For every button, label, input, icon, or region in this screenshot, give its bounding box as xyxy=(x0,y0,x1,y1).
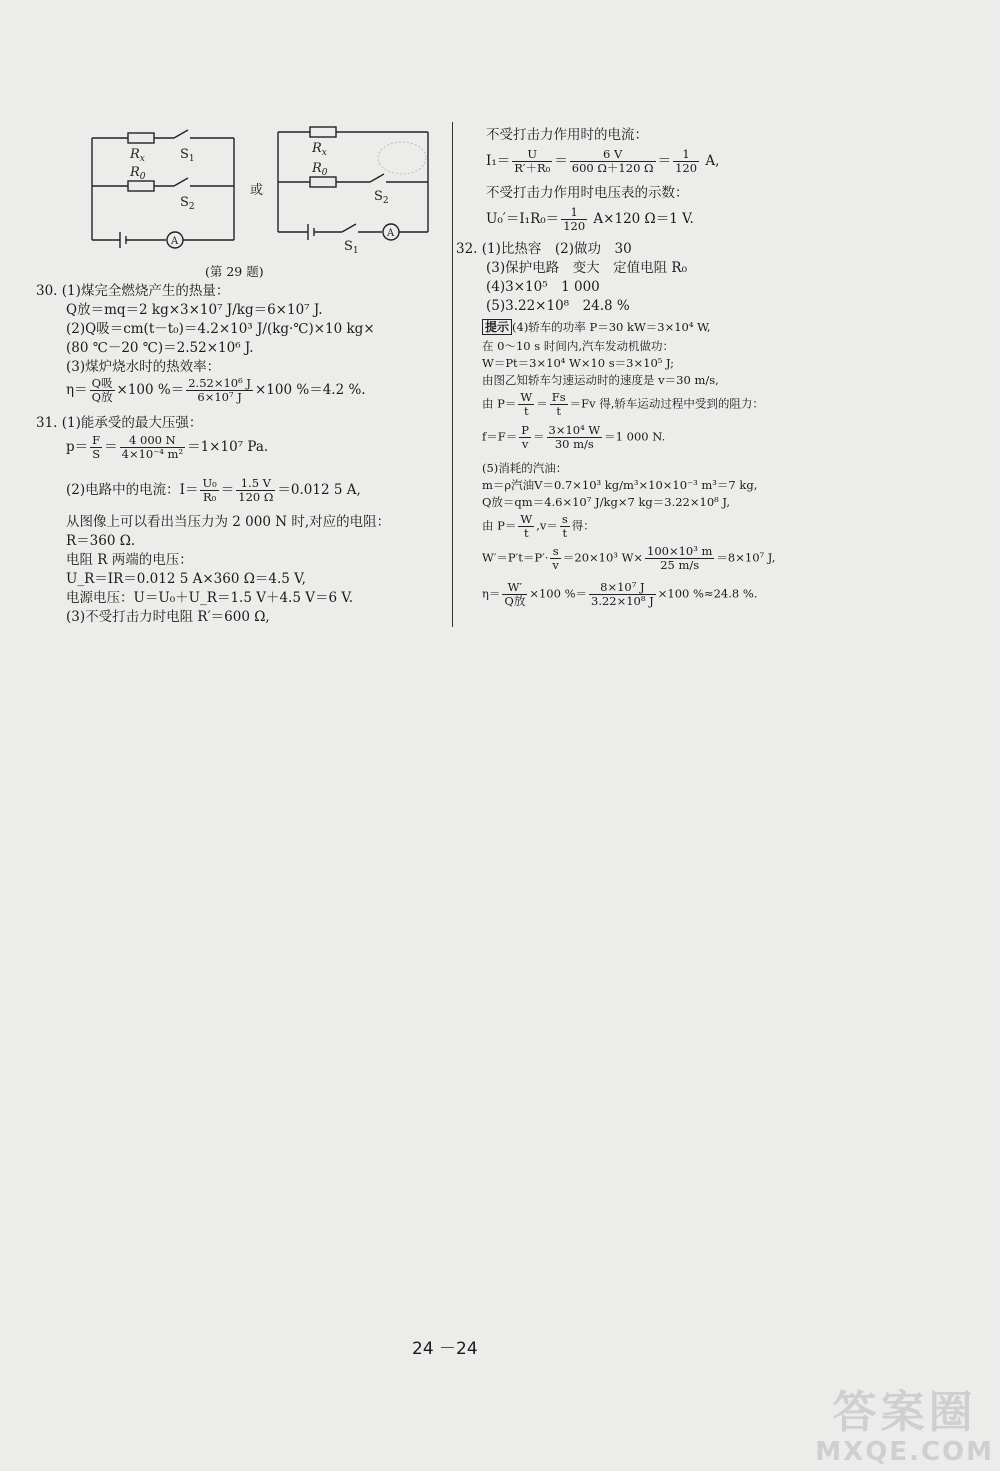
q32-part1: 32. (1)比热容 (2)做功 30 xyxy=(456,241,632,257)
q31-line13: U_R＝IR＝0.012 5 A×360 Ω＝4.5 V, xyxy=(66,571,306,587)
ammeter-icon-2: A xyxy=(387,228,395,239)
q31-part3: (3)不受打击力时电阻 R′＝600 Ω, xyxy=(66,609,270,625)
switch-s2-label: $S_2$ xyxy=(180,195,195,212)
hint-line9: Q放＝qm＝4.6×10⁷ J/kg×7 kg＝3.22×10⁸ J, xyxy=(482,495,731,509)
hint-line7: (5)消耗的汽油： xyxy=(482,461,568,475)
q31-cont-voltage: U₀′＝I₁R₀＝ $\frac{1}{120}$ A×120 Ω＝1 V. xyxy=(486,205,694,233)
ammeter-icon: A xyxy=(171,236,179,247)
q30-part1: 30. (1)煤完全燃烧产生的热量： xyxy=(36,283,230,299)
hint-line6: f＝F＝ $\frac{P}{v}$ ＝ $\frac{\text{3×10⁴ W}}{30 m/s}$ ＝1 000 N. xyxy=(482,423,666,451)
q31-line10: 从图像上可以看出当压力为 2 000 N 时,对应的电阻： xyxy=(66,514,391,530)
q31-cont-line1: 不受打击力作用时的电流： xyxy=(486,127,648,143)
q30-part3: (3)煤炉烧水时的热效率： xyxy=(66,359,221,375)
q30-efficiency: η＝ $\frac{\text{Q吸}}{\text{Q放}}$ ×100 %＝ $\frac{\text{2.52×10⁶ J}}{\text{6×10⁷ J}}$ ×100 %＝4.2 %. xyxy=(66,376,366,404)
stamp-icon xyxy=(378,142,426,174)
hint-line4: 由图乙知轿车匀速运动时的速度是 v＝30 m/s, xyxy=(482,373,719,387)
figure-caption: (第 29 题) xyxy=(205,264,264,279)
hint-line8: m＝ρ汽油V＝0.7×10³ kg/m³×10×10⁻³ m³＝7 kg, xyxy=(482,478,758,492)
q32-hint: 提示 (4)轿车的功率 P＝30 kW＝3×10⁴ W, xyxy=(482,318,711,337)
q30-line2: Q放＝mq＝2 kg×3×10⁷ J/kg＝6×10⁷ J. xyxy=(66,302,323,318)
q31-line14: 电源电压：U＝U₀＋U_R＝1.5 V＋4.5 V＝6 V. xyxy=(66,590,354,606)
resistor-rx-label-2: $R_x$ xyxy=(312,141,327,158)
hint-badge: 提示 xyxy=(482,319,512,335)
switch-s1-label-2: $S_1$ xyxy=(344,239,359,256)
hint-line12: η＝ $\frac{W'}{\text{Q放}}$ ×100 %＝ $\frac{\text{8×10⁷ J}}{\text{3.22×10⁸ J}}$ ×100 %≈24.8 %. xyxy=(482,580,758,608)
circuit-figure xyxy=(80,118,450,268)
resistor-rx-label: $R_x$ xyxy=(130,147,145,164)
q31-line11: R＝360 Ω. xyxy=(66,533,136,549)
q32-part5: (5)3.22×10⁸ 24.8 % xyxy=(486,298,630,314)
q31-line12: 电阻 R 两端的电压： xyxy=(66,552,193,568)
hint-line11: W′＝P′t＝P′· $\frac{s}{v}$ ＝20×10³ W× $\frac{\text{100×10³ m}}{25 m/s}$ ＝8×10⁷ J, xyxy=(482,544,776,572)
page-number: 24 －24 xyxy=(412,1339,478,1359)
hint-line2: 在 0～10 s 时间内,汽车发动机做功： xyxy=(482,339,674,353)
q31-cont-line3: 不受打击力作用时电压表的示数： xyxy=(486,185,689,201)
hint-line5: 由 P＝ $\frac{W}{t}$ ＝ $\frac{Fs}{t}$ ＝Fv 得,轿车运动过程中受到的阻力： xyxy=(482,390,764,418)
or-label: 或 xyxy=(250,183,264,198)
watermark-logo: 答案圈 MXQE.COM xyxy=(815,1387,994,1467)
switch-s2-label-2: $S_2$ xyxy=(374,189,389,206)
resistor-r0-label-2: $R_0$ xyxy=(312,161,328,178)
hint-line3: W＝Pt＝3×10⁴ W×10 s＝3×10⁵ J; xyxy=(482,356,675,370)
q31-cont-current: I₁＝ $\frac{U}{\text{R′＋R₀}}$ ＝ $\frac{6 V}{600 \Omega+120 \Omega}$ ＝ $\frac{1}{120}$ A, xyxy=(486,147,720,175)
q31-part1: 31. (1)能承受的最大压强： xyxy=(36,415,203,431)
switch-s1-label: $S_1$ xyxy=(180,147,195,164)
q32-part3: (3)保护电路 变大 定值电阻 R₀ xyxy=(486,260,687,276)
q30-line4: (80 ℃－20 ℃)＝2.52×10⁶ J. xyxy=(66,340,254,356)
hint-line10: 由 P＝ $\frac{W}{t}$ ,v＝ $\frac{s}{t}$ 得： xyxy=(482,512,595,540)
q30-part2: (2)Q吸＝cm(t－t₀)＝4.2×10³ J/(kg·℃)×10 kg× xyxy=(66,321,375,337)
resistor-r0-label: $R_0$ xyxy=(130,165,146,182)
column-divider xyxy=(452,122,453,627)
q32-part4: (4)3×10⁵ 1 000 xyxy=(486,279,600,295)
q31-current: (2)电路中的电流：I＝ $\frac{\text{U₀}}{\text{R₀}}$ ＝ $\frac{1.5 V}{120 \Omega}$ ＝0.012 5 A, xyxy=(66,476,361,504)
q31-pressure: p＝ $\frac{F}{S}$ ＝ $\frac{4 000 N}{\text{4×10⁻⁴ m²}}$ ＝1×10⁷ Pa. xyxy=(66,433,269,461)
